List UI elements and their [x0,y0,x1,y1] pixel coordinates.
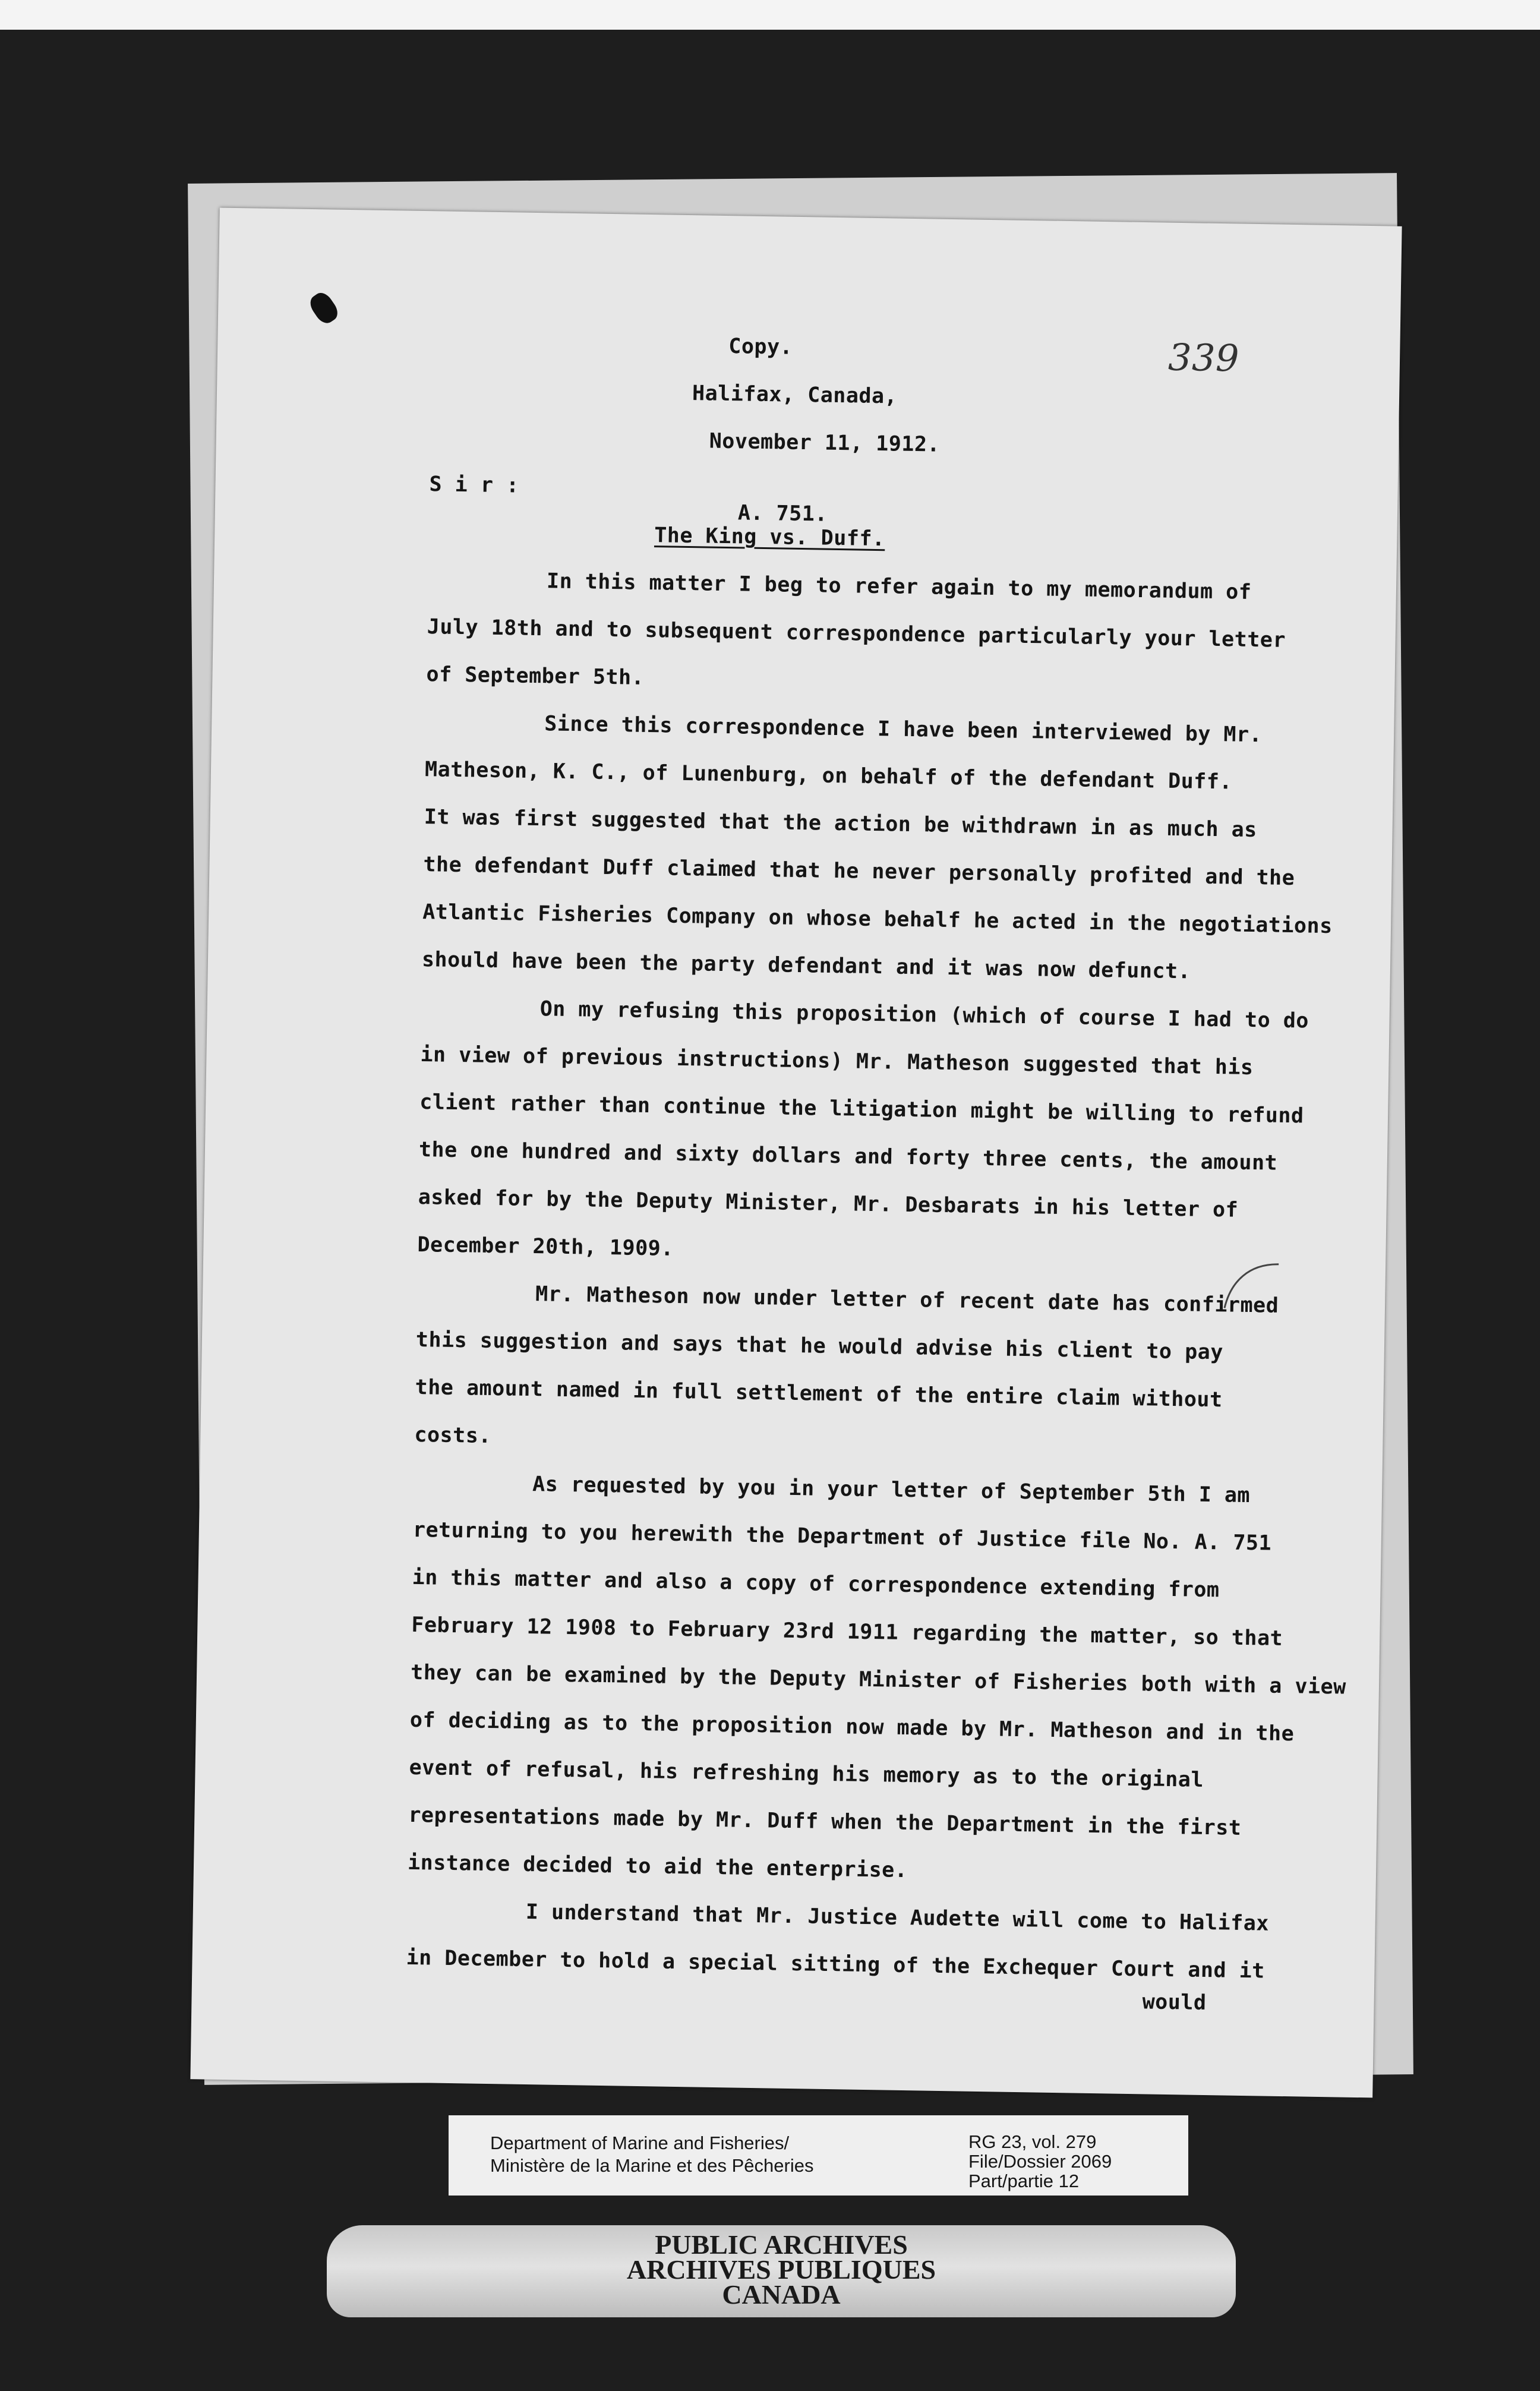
body-line: February 12 1908 to February 23rd 1911 regarding the matter, so that [411,1613,1283,1651]
body-line: in December to hold a special sitting of the Exchequer Court and it [406,1945,1266,1983]
body-line: event of refusal, his refreshing his memory as to the original [409,1755,1204,1792]
body-line: representations made by Mr. Duff when the Department in the first [408,1803,1242,1840]
catchword: would [1142,1990,1207,2015]
body-line: instance decided to aid the enterprise. [407,1850,908,1883]
copy-label: Copy. [728,335,793,359]
archive-reference-label [449,2115,1188,2196]
body-line: July 18th and to subsequent correspondence particularly your letter [427,615,1286,652]
body-line: Since this correspondence I have been interviewed by Mr. [544,712,1263,747]
body-line: in this matter and also a copy of correspondence extending from [412,1565,1220,1603]
body-line: of deciding as to the proposition now made by Mr. Matheson and in the [409,1708,1295,1746]
punch-hole-icon [307,289,342,327]
body-line: costs. [414,1422,492,1448]
date-line: November 11, 1912. [709,429,941,457]
case-title: The King vs. Duff. [654,523,885,551]
department-english: Department of Marine and Fisheries/ [490,2133,790,2153]
body-line: It was first suggested that the action be withdrawn in as much as [424,805,1258,843]
public-archives-stamp [327,2225,1236,2317]
body-line: should have been the party defendant and it was now defunct. [421,948,1191,984]
body-line: the one hundred and sixty dollars and forty three cents, the amount [418,1138,1278,1175]
document-page [190,208,1402,2098]
scan-top-margin [0,0,1540,30]
body-line: Mr. Matheson now under letter of recent date has confirmed [535,1282,1279,1318]
body-line: in view of previous instructions) Mr. Matheson suggested that his [420,1043,1254,1080]
body-line: of September 5th. [426,663,645,690]
body-line: asked for by the Deputy Minister, Mr. Desbarats in his letter of [418,1185,1239,1222]
body-line: the defendant Duff claimed that he never personally profited and the [423,853,1295,891]
place-line: Halifax, Canada, [692,381,898,409]
body-line: In this matter I beg to refer again to my memorandum of [546,569,1252,604]
body-line: December 20th, 1909. [417,1233,674,1261]
file-reference: A. 751. [737,501,828,526]
part-number: Part/partie 12 [968,2171,1080,2191]
folio-number: 339 [1167,335,1240,380]
body-line: Atlantic Fisheries Company on whose behalf he acted in the negotiations [422,900,1333,939]
stamp-line-country: CANADA [722,2279,841,2310]
body-line: On my refusing this proposition (which of course I had to do [539,997,1309,1033]
salutation: S i r : [429,472,519,498]
stamp-line-english: PUBLIC ARCHIVES [655,2229,908,2260]
body-line: I understand that Mr. Justice Audette will come to Halifax [525,1900,1270,1936]
body-line: As requested by you in your letter of September 5th I am [532,1472,1251,1508]
body-line: the amount named in full settlement of the entire claim without [415,1375,1223,1412]
department-french: Ministère de la Marine et des Pêcheries [490,2155,814,2176]
body-line: returning to you herewith the Department of Justice file No. A. 751 [412,1518,1272,1556]
stamp-line-french: ARCHIVES PUBLIQUES [626,2254,936,2285]
body-line: this suggestion and says that he would advise his client to pay [415,1327,1224,1365]
body-line: they can be examined by the Deputy Minister of Fisheries both with a view [410,1660,1347,1699]
file-number: File/Dossier 2069 [968,2151,1112,2172]
body-line: Matheson, K. C., of Lunenburg, on behalf of the defendant Duff. [424,758,1233,794]
record-group: RG 23, vol. 279 [968,2131,1097,2152]
body-line: client rather than continue the litigation might be willing to refund [419,1090,1304,1128]
